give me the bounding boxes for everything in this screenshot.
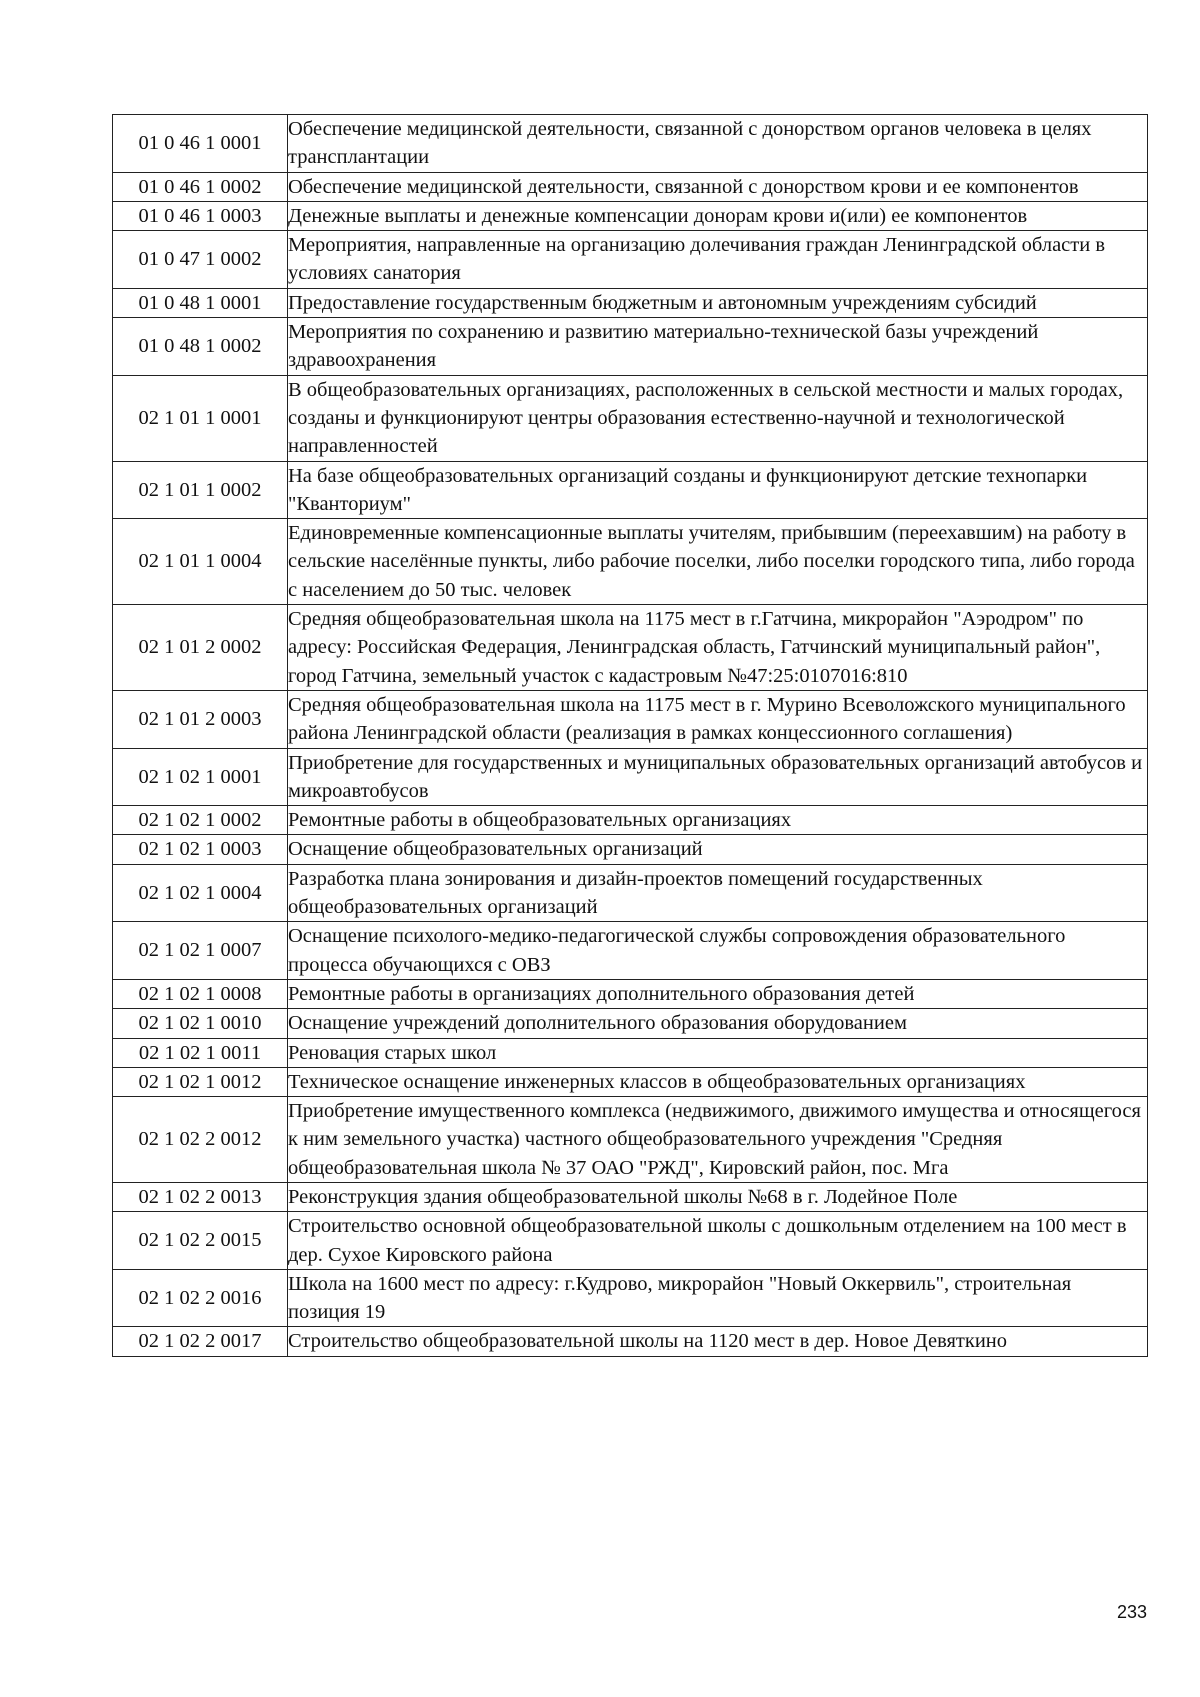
row-description: Реконструкция здания общеобразовательной школы №68 в г. Лодейное Поле [288,1182,1148,1211]
table-row [113,115,1148,173]
row-description: Приобретение для государственных и муниципальных образовательных организаций автобусов и микроавтобусов [288,748,1148,806]
table-row [113,864,1148,922]
row-code: 02 1 02 2 0015 [113,1212,288,1270]
row-description: Денежные выплаты и денежные компенсации донорам крови и(или) ее компонентов [288,201,1148,230]
row-code: 02 1 02 2 0016 [113,1269,288,1327]
row-code: 01 0 48 1 0002 [113,318,288,376]
table-row [113,172,1148,201]
row-code: 01 0 46 1 0001 [113,115,288,173]
table-row [113,1097,1148,1183]
table-row [113,922,1148,980]
table-row [113,1269,1148,1327]
table-row [113,375,1148,461]
row-code: 02 1 01 2 0002 [113,605,288,691]
table-row [113,806,1148,835]
row-code: 02 1 01 1 0002 [113,461,288,519]
row-code: 01 0 47 1 0002 [113,231,288,289]
row-code: 02 1 02 1 0012 [113,1067,288,1096]
table-body [113,115,1148,1357]
row-code: 01 0 48 1 0001 [113,288,288,317]
row-description: Техническое оснащение инженерных классов в общеобразовательных организациях [288,1067,1148,1096]
row-code: 02 1 01 2 0003 [113,690,288,748]
row-description: Единовременные компенсационные выплаты учителям, прибывшим (переехавшим) на работу в сельские населённые пункты, либо рабочие поселки, либо поселки городского типа, либо города с населением до 50 тыс. человек [288,519,1148,605]
row-description: Оснащение общеобразовательных организаций [288,835,1148,864]
row-code: 02 1 02 2 0017 [113,1327,288,1356]
table-row [113,1009,1148,1038]
row-description: Ремонтные работы в организациях дополнительного образования детей [288,979,1148,1008]
row-description: Предоставление государственным бюджетным и автономным учреждениям субсидий [288,288,1148,317]
table-row [113,1038,1148,1067]
row-description: Обеспечение медицинской деятельности, связанной с донорством органов человека в целях трансплантации [288,115,1148,173]
table-row [113,288,1148,317]
row-description: Ремонтные работы в общеобразовательных организациях [288,806,1148,835]
row-code: 02 1 02 1 0011 [113,1038,288,1067]
table-row [113,835,1148,864]
row-description: В общеобразовательных организациях, расположенных в сельской местности и малых городах, созданы и функционируют центры образования естественно-научной и технологической направленностей [288,375,1148,461]
row-description: Средняя общеобразовательная школа на 1175 мест в г.Гатчина, микрорайон "Аэродром" по адресу: Российская Федерация, Ленинградская область, Гатчинский муниципальный район", город Гатчина, земельный участок с кадастровым №47:25:0107016:810 [288,605,1148,691]
row-description: На базе общеобразовательных организаций созданы и функционируют детские технопарки "Кванториум" [288,461,1148,519]
row-code: 02 1 01 1 0001 [113,375,288,461]
row-code: 02 1 02 1 0003 [113,835,288,864]
row-code: 02 1 01 1 0004 [113,519,288,605]
row-description: Оснащение психолого-медико-педагогической службы сопровождения образовательного процесса обучающихся с ОВЗ [288,922,1148,980]
row-code: 01 0 46 1 0003 [113,201,288,230]
row-description: Мероприятия по сохранению и развитию материально-технической базы учреждений здравоохранения [288,318,1148,376]
table-row [113,201,1148,230]
table-row [113,318,1148,376]
row-code: 02 1 02 1 0002 [113,806,288,835]
table-row [113,1067,1148,1096]
row-description: Обеспечение медицинской деятельности, связанной с донорством крови и ее компонентов [288,172,1148,201]
row-description: Школа на 1600 мест по адресу: г.Кудрово, микрорайон "Новый Оккервиль", строительная позиция 19 [288,1269,1148,1327]
row-description: Реновация старых школ [288,1038,1148,1067]
row-code: 02 1 02 1 0008 [113,979,288,1008]
table-row [113,1212,1148,1270]
table-row [113,519,1148,605]
row-description: Строительство основной общеобразовательной школы с дошкольным отделением на 100 мест в дер. Сухое Кировского района [288,1212,1148,1270]
row-code: 02 1 02 1 0004 [113,864,288,922]
table-row [113,1182,1148,1211]
table-row [113,605,1148,691]
table-row [113,231,1148,289]
row-description: Средняя общеобразовательная школа на 1175 мест в г. Мурино Всеволожского муниципального района Ленинградской области (реализация в рамках концессионного соглашения) [288,690,1148,748]
row-code: 01 0 46 1 0002 [113,172,288,201]
row-description: Приобретение имущественного комплекса (недвижимого, движимого имущества и относящегося к ним земельного участка) частного общеобразовательного учреждения "Средняя общеобразовательная школа № 37 ОАО "РЖД", Кировский район, пос. Мга [288,1097,1148,1183]
row-code: 02 1 02 1 0007 [113,922,288,980]
table-row [113,979,1148,1008]
table-row [113,461,1148,519]
budget-codes-table [112,114,1148,1357]
table-row [113,1327,1148,1356]
row-code: 02 1 02 1 0001 [113,748,288,806]
row-code: 02 1 02 1 0010 [113,1009,288,1038]
table-row [113,690,1148,748]
row-description: Строительство общеобразовательной школы на 1120 мест в дер. Новое Девяткино [288,1327,1148,1356]
table-row [113,748,1148,806]
row-description: Разработка плана зонирования и дизайн-проектов помещений государственных общеобразовательных организаций [288,864,1148,922]
row-code: 02 1 02 2 0012 [113,1097,288,1183]
row-description: Мероприятия, направленные на организацию долечивания граждан Ленинградской области в условиях санатория [288,231,1148,289]
row-code: 02 1 02 2 0013 [113,1182,288,1211]
row-description: Оснащение учреждений дополнительного образования оборудованием [288,1009,1148,1038]
page-number: 233 [1116,1602,1147,1622]
